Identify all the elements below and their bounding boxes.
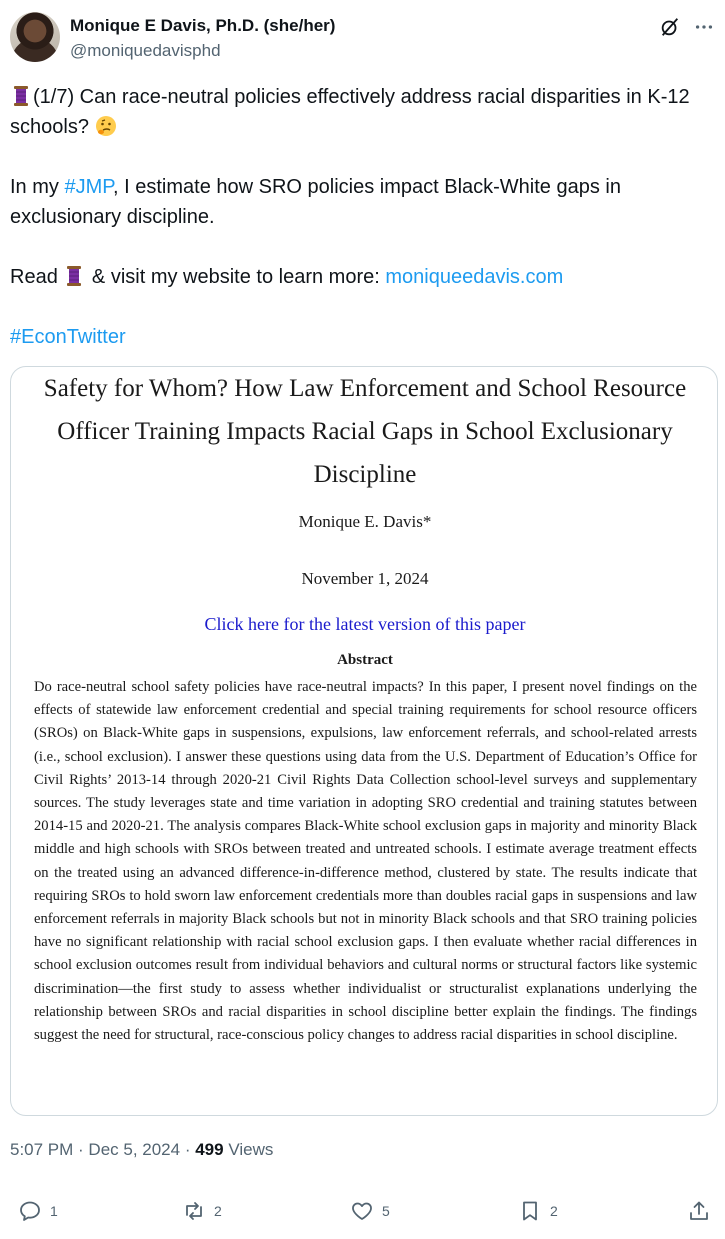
avatar[interactable] [10, 12, 60, 62]
reply-count: 1 [50, 1203, 58, 1219]
views-label: Views [223, 1140, 274, 1159]
bookmark-button[interactable] [518, 1196, 558, 1226]
tweet-line-2-post: , I estimate how SRO policies impact Black-White gaps in exclusionary discipline. [10, 176, 621, 228]
thinking-face-icon [95, 115, 117, 137]
hashtag-econtwitter[interactable]: #EconTwitter [10, 326, 126, 348]
paper-author: Monique E. Davis* [298, 512, 432, 531]
abstract-heading: Abstract [337, 652, 393, 668]
more-icon[interactable] [693, 16, 715, 38]
author-display-name[interactable]: Monique E Davis, Ph.D. (she/her) [70, 16, 336, 35]
tweet-text [10, 82, 710, 352]
tweet-time[interactable]: 5:07 PM [10, 1140, 74, 1159]
repost-icon [182, 1199, 206, 1223]
thread-spool-icon [63, 265, 85, 287]
tweet-line-2-pre: In my [10, 176, 65, 198]
meta-separator-1: · [73, 1140, 89, 1159]
paper-date: November 1, 2024 [301, 569, 429, 588]
reply-icon [18, 1199, 42, 1223]
author-handle[interactable]: @moniquedavisphd [70, 41, 221, 60]
repost-count: 2 [214, 1203, 222, 1219]
tweet-line-1 [10, 82, 710, 142]
like-button[interactable] [350, 1196, 390, 1226]
thread-spool-icon [10, 85, 32, 107]
tweet-date[interactable]: Dec 5, 2024 [88, 1140, 181, 1159]
bookmark-count: 2 [550, 1203, 558, 1219]
share-button[interactable] [687, 1196, 719, 1226]
views-count: 499 [195, 1140, 224, 1159]
action-bar [10, 1196, 715, 1226]
tweet-header [10, 12, 715, 64]
paper-latest-version-link: Click here for the latest version of this paper [204, 614, 526, 634]
tweet-line-3 [10, 262, 710, 292]
tweet-line-2 [10, 172, 710, 232]
hashtag-jmp[interactable]: #JMP [64, 176, 113, 198]
like-icon [350, 1199, 374, 1223]
reply-button[interactable] [18, 1196, 58, 1226]
share-icon [687, 1199, 711, 1223]
paper-title: Safety for Whom? How Law Enforcement and School Resource Officer Training Impacts Racial Gaps in School Exclusionary Discipline [43, 375, 687, 488]
tweet-line-3-pre: Read [10, 266, 64, 288]
repost-button[interactable] [182, 1196, 222, 1226]
paper-image-card[interactable] [10, 366, 718, 1116]
tweet-meta [10, 1140, 273, 1160]
meta-separator-2: · [180, 1140, 196, 1159]
tweet-line-4 [10, 322, 710, 352]
tweet-line-1-text: (1/7) Can race-neutral policies effectively address racial disparities in K-12 schools? [10, 86, 690, 138]
abstract-body: Do race-neutral school safety policies have race-neutral impacts? In this paper, I present novel findings on the effects of statewide law enforcement credential and special training requirements for school resource officers (SROs) on Black-White gaps in suspensions, expulsions, law enforcement referrals, and school-related arrests (i.e., school exclusion). I answer these questions using data from the U.S. Department of Education’s Office for Civil Rights’ 2013-14 through 2020-21 Civil Rights Data Collection school-level surveys and supplementary sources. The study leverages state and time variation in adopting SRO credential and training statutes between 2014-15 and 2020-21. The analysis compares Black-White school exclusion gaps in majority and minority Black middle and high schools with SROs between treated and untreated schools. I estimate average treatment effects on the treated using an advanced difference-in-difference method, clustered by state. The results indicate that requiring SROs to hold sworn law enforcement credentials more than doubles racial gaps in suspensions and law enforcement referrals in majority Black schools but not in minority Black schools and that SRO training policies have no significant relationship with racial school exclusion gaps. I then evaluate whether racial differences in school exclusion outcomes result from individual behaviors and cultural norms or structural factors like systemic discrimination—the first study to assess whether individualist or structuralist explanations underlying the relationship between SROs and racial disparities in school discipline better explain the findings. The findings suggest the need for structural, race-conscious policy changes to address racial disparities in school discipline. [34, 679, 697, 1044]
bookmark-icon [518, 1199, 542, 1223]
website-link[interactable]: moniqueedavis.com [385, 266, 564, 288]
like-count: 5 [382, 1203, 390, 1219]
tweet-line-3-mid: & visit my website to learn more: [86, 266, 386, 288]
grok-icon[interactable] [659, 16, 681, 38]
